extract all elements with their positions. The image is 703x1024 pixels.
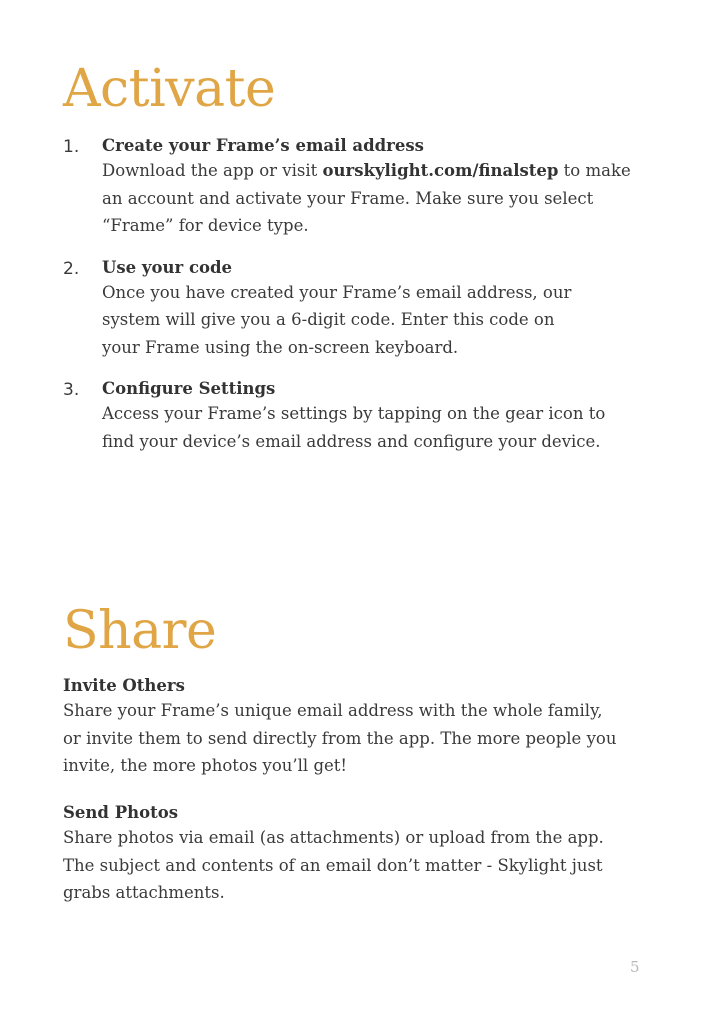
step-number: 1. [63, 137, 80, 157]
invite-others-title: Invite Others [63, 676, 185, 695]
send-photos-body: Share photos via email (as attachments) or upload from the app. The subject and contents of an email don’t matter - Skylight just grabs attachments. [63, 828, 604, 902]
activate-heading: Activate [63, 59, 276, 119]
invite-others-body: Share your Frame’s unique email address with the whole family, or invite them to send directly from the app. The more people you invite, the more photos you’ll get! [63, 701, 617, 775]
step-number: 3. [63, 380, 80, 400]
finalstep-link[interactable]: ourskylight.com/finalstep [322, 161, 559, 180]
step-number: 2. [63, 258, 80, 279]
send-photos-block [63, 802, 643, 907]
step-body: Access your Frame’s settings by tapping on the gear icon to find your device’s email address and configure your device. [102, 404, 606, 451]
step-body [102, 157, 637, 240]
step-title: Configure Settings [102, 379, 276, 398]
step-title: Create your Frame’s email address [102, 136, 424, 155]
invite-others-block [63, 675, 643, 780]
step-configure-settings [63, 378, 643, 455]
share-heading: Share [63, 601, 217, 661]
step-create-email [63, 135, 643, 240]
step-use-code [63, 257, 643, 362]
step-title: Use your code [102, 257, 233, 277]
send-photos-title: Send Photos [63, 803, 179, 822]
page-number: 5 [630, 958, 640, 976]
step-body: Once you have created your Frame’s email address, our system will give you a 6-digit code. Enter this code on your Frame using the on-screen keyboard. [102, 282, 572, 357]
step-body-text: Download the app or visit [102, 161, 323, 180]
activate-steps-list [63, 135, 643, 472]
step-body-text: to make an account and activate your Frame. Make sure you select “Frame” for device type. [102, 161, 631, 235]
